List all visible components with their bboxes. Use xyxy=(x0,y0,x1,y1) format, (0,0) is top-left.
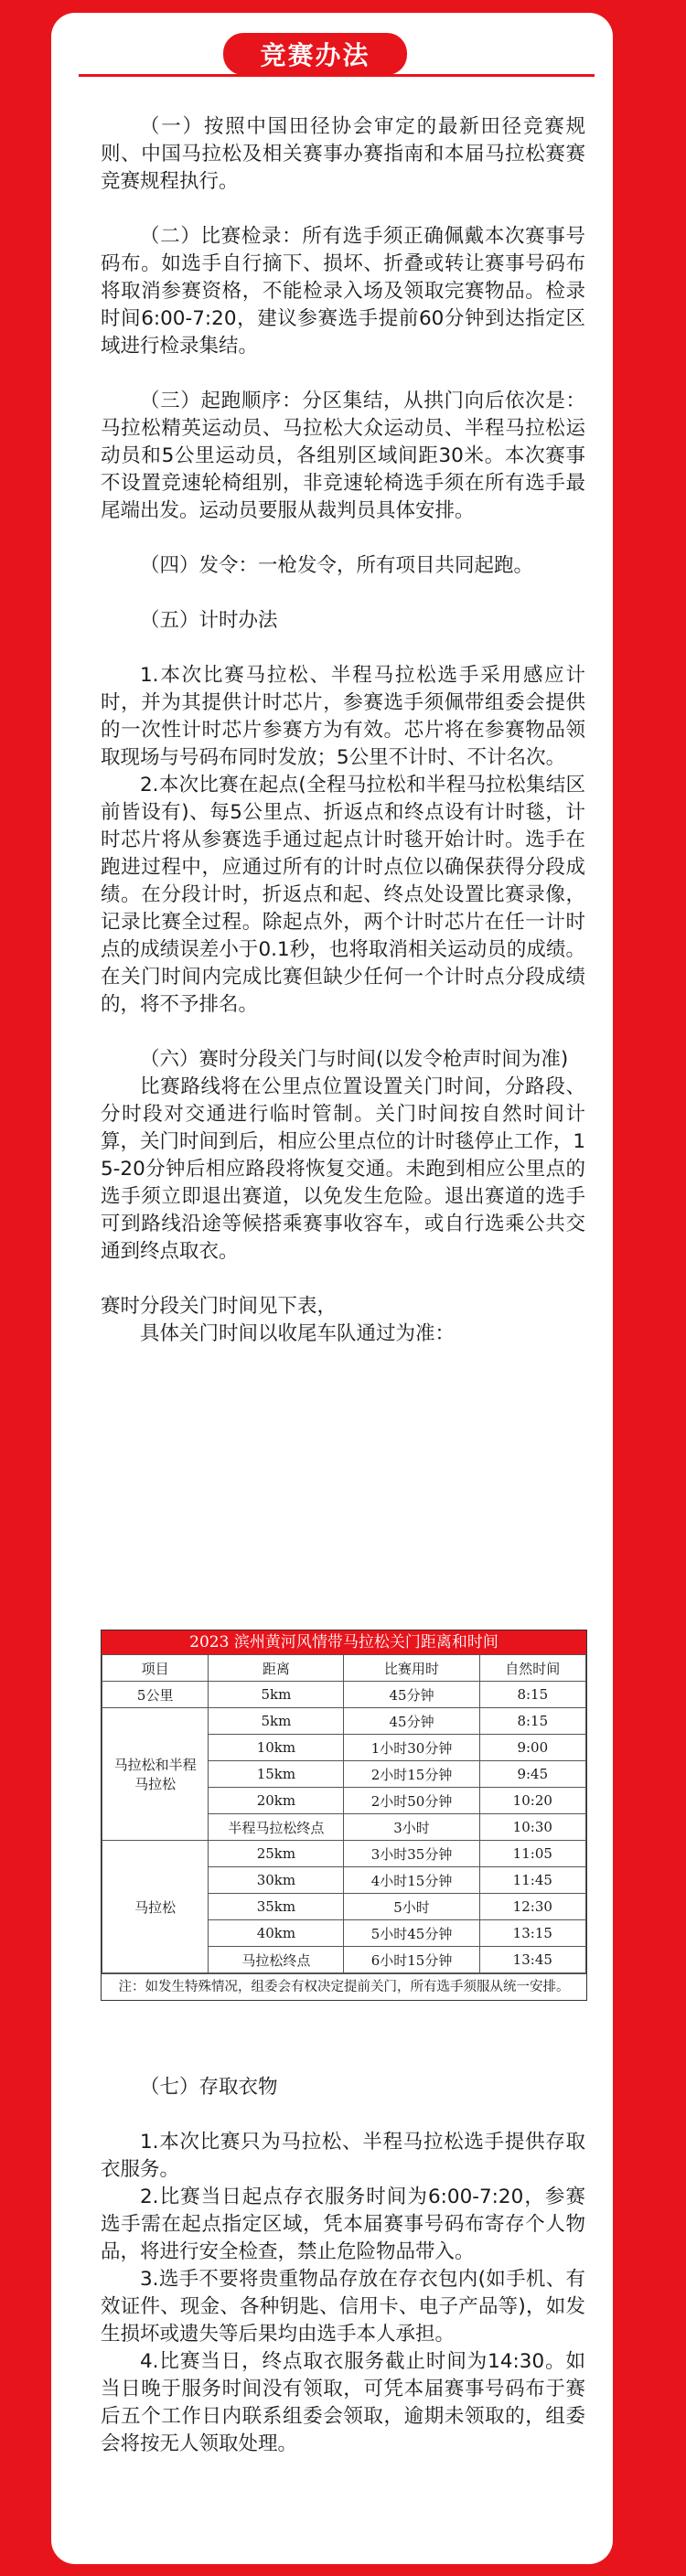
cell-elapsed: 2小时50分钟 xyxy=(344,1788,479,1814)
cell-elapsed: 1小时30分钟 xyxy=(344,1735,479,1761)
cell-elapsed: 2小时15分钟 xyxy=(344,1761,479,1788)
table-intro-2: 具体关门时间以收尾车队通过为准： xyxy=(140,1322,456,1345)
rule-paragraph-3: （三）起跑顺序：分区集结，从拱门向后依次是：马拉松精英运动员、马拉松大众运动员、半程马拉松运动员和5公里运动员，各组别区域间距30米。本次赛事不设置竞速轮椅组别，非竞速轮椅选手须在所有选手最尾端出发。运动员要服从裁判员具体安排。 xyxy=(101,390,585,522)
cutoff-rule: 比赛路线将在公里点位置设置关门时间，分路段、分时段对交通进行临时管制。关门时间按自然时间计算，关门时间到后，相应公里点位的计时毯停止工作，15-20分钟后相应路段将恢复交通。未跑到相应公里点的选手须立即退出赛道，以免发生危险。退出赛道的选手可到路线沿途等候搭乘赛事收容车，或自行选乘公共交通到终点取衣。 xyxy=(101,1075,585,1263)
cell-clock: 12:30 xyxy=(479,1894,585,1920)
cell-distance: 30km xyxy=(209,1867,344,1894)
cell-distance: 20km xyxy=(209,1788,344,1814)
clothing-content xyxy=(101,2074,585,2458)
table-intro-1: 赛时分段关门时间见下表， xyxy=(101,1295,338,1318)
rule-heading-5: （五）计时办法 xyxy=(140,609,278,632)
header-event: 项目 xyxy=(102,1655,209,1682)
cell-elapsed: 5小时 xyxy=(344,1894,479,1920)
clothing-rule-1: 1.本次比赛只为马拉松、半程马拉松选手提供存取衣服务。 xyxy=(101,2131,585,2181)
clothing-rule-2: 2.比赛当日起点存衣服务时间为6:00-7:20，参赛选手需在起点指定区域，凭本届赛事号码布寄存个人物品，将进行安全检查，禁止危险物品带入。 xyxy=(101,2186,585,2263)
table-header-row xyxy=(102,1655,586,1682)
table-row xyxy=(102,1682,586,1708)
cell-elapsed: 3小时35分钟 xyxy=(344,1841,479,1867)
cell-distance: 35km xyxy=(209,1894,344,1920)
rule-paragraph-4: （四）发令：一枪发令，所有项目共同起跑。 xyxy=(140,554,534,577)
cell-clock: 13:15 xyxy=(479,1920,585,1947)
rule-paragraph-2: （二）比赛检录：所有选手须正确佩戴本次赛事号码布。如选手自行摘下、损坏、折叠或转让赛事号码布将取消参赛资格，不能检录入场及领取完赛物品。检录时间6:00-7:20，建议参赛选手提前60分钟到达指定区域进行检录集结。 xyxy=(101,225,585,358)
cell-distance: 半程马拉松终点 xyxy=(209,1814,344,1841)
cell-clock: 8:15 xyxy=(479,1708,585,1735)
cell-clock: 13:45 xyxy=(479,1947,585,1973)
cell-clock: 10:20 xyxy=(479,1788,585,1814)
cell-distance: 5km xyxy=(209,1682,344,1708)
table-title: 2023 滨州黄河风情带马拉松关门距离和时间 xyxy=(102,1630,586,1654)
cell-clock: 11:05 xyxy=(479,1841,585,1867)
cell-elapsed: 6小时15分钟 xyxy=(344,1947,479,1973)
cell-elapsed: 45分钟 xyxy=(344,1682,479,1708)
cell-distance: 马拉松终点 xyxy=(209,1947,344,1973)
group-name: 马拉松 xyxy=(102,1841,209,1973)
rule-paragraph-1: （一）按照中国田径协会审定的最新田径竞赛规则、中国马拉松及相关赛事办赛指南和本届马拉松赛赛竞赛规程执行。 xyxy=(101,115,585,193)
clothing-rule-4: 4.比赛当日，终点取衣服务截止时间为14:30。如当日晚于服务时间没有领取，可凭本届赛事号码布于赛后五个工作日内联系组委会领取，逾期未领取的，组委会将按无人领取处理。 xyxy=(101,2350,585,2455)
cell-elapsed: 4小时15分钟 xyxy=(344,1867,479,1894)
rule-heading-6: （六）赛时分段关门与时间(以发令枪声时间为准) xyxy=(140,1048,569,1071)
cell-elapsed: 45分钟 xyxy=(344,1708,479,1735)
cell-clock: 11:45 xyxy=(479,1867,585,1894)
cell-clock: 9:45 xyxy=(479,1761,585,1788)
cell-distance: 5km xyxy=(209,1708,344,1735)
timing-rule-1: 1.本次比赛马拉松、半程马拉松选手采用感应计时，并为其提供计时芯片，参赛选手须佩带组委会提供的一次性计时芯片参赛方为有效。芯片将在参赛物品领取现场与号码布同时发放；5公里不计时、不计名次。 xyxy=(101,664,585,769)
cutoff-table xyxy=(101,1630,587,2001)
timing-rule-2: 2.本次比赛在起点(全程马拉松和半程马拉松集结区前皆设有)、每5公里点、折返点和终点设有计时毯，计时芯片将从参赛选手通过起点计时毯开始计时。选手在跑进过程中，应通过所有的计时点位以确保获得分段成绩。在分段计时，折返点和起、终点处设置比赛录像，记录比赛全过程。除起点外，两个计时芯片在任一计时点的成绩误差小于0.1秒，也将取消相关运动员的成绩。在关门时间内完成比赛但缺少任何一个计时点分段成绩的，将不予排名。 xyxy=(101,774,585,1016)
cell-distance: 15km xyxy=(209,1761,344,1788)
header-distance: 距离 xyxy=(209,1655,344,1682)
cell-clock: 10:30 xyxy=(479,1814,585,1841)
rule-heading-7: （七）存取衣物 xyxy=(140,2076,278,2099)
table-row xyxy=(102,1708,586,1735)
clothing-rule-3: 3.选手不要将贵重物品存放在存衣包内(如手机、有效证件、现金、各种钥匙、信用卡、电子产品等)，如发生损坏或遗失等后果均由选手本人承担。 xyxy=(101,2268,585,2346)
section-title-tab xyxy=(223,33,407,75)
cutoff-table-grid xyxy=(102,1654,586,1973)
section-title: 竞赛办法 xyxy=(260,40,370,70)
table-row xyxy=(102,1841,586,1867)
cell-distance: 25km xyxy=(209,1841,344,1867)
header-elapsed: 比赛用时 xyxy=(344,1655,479,1682)
cell-distance: 10km xyxy=(209,1735,344,1761)
cell-clock: 8:15 xyxy=(479,1682,585,1708)
header-clock: 自然时间 xyxy=(479,1655,585,1682)
group-name: 马拉松和半程马拉松 xyxy=(102,1708,209,1841)
group-name: 5公里 xyxy=(102,1682,209,1708)
cell-clock: 9:00 xyxy=(479,1735,585,1761)
table-note: 注：如发生特殊情况，组委会有权决定提前关门，所有选手须服从统一安排。 xyxy=(102,1973,586,2000)
cell-elapsed: 5小时45分钟 xyxy=(344,1920,479,1947)
cell-elapsed: 3小时 xyxy=(344,1814,479,1841)
rules-content xyxy=(101,86,585,1348)
cell-distance: 40km xyxy=(209,1920,344,1947)
